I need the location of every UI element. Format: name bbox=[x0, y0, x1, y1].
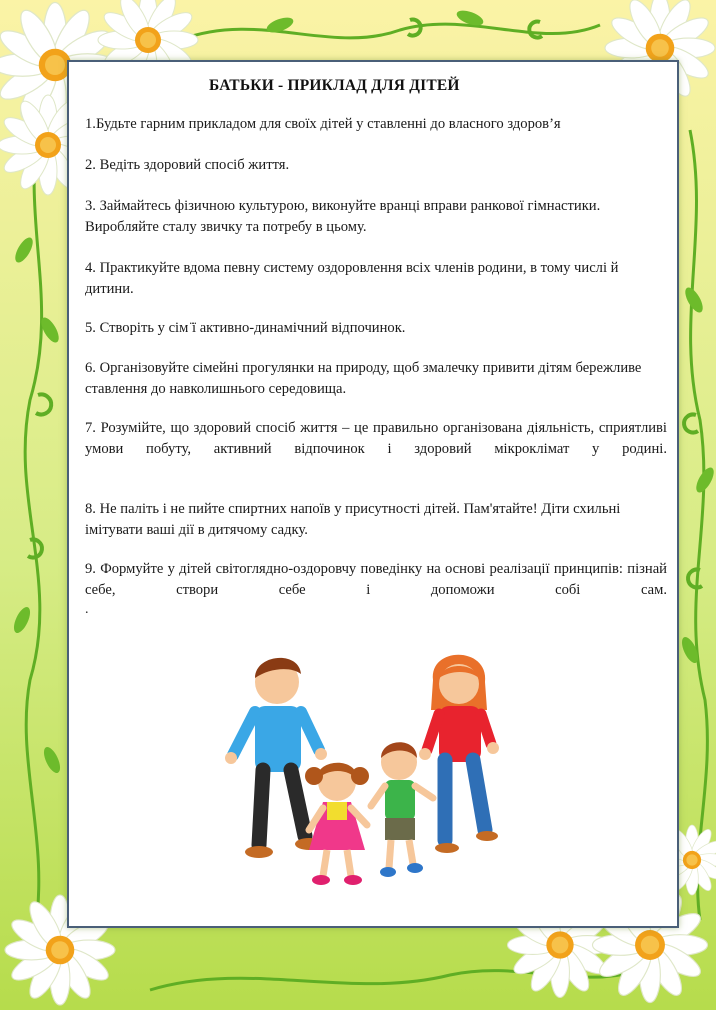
trailing-mark: . bbox=[85, 602, 89, 617]
info-sheet bbox=[67, 60, 679, 928]
list-item: 9. Формуйте у дітей світоглядно-оздоровчу поведінку на основі реалізації принципів: пізнай себе, створи себе і допоможи собі сам. bbox=[85, 561, 667, 598]
list-item: 2. Ведіть здоровий спосіб життя. bbox=[85, 157, 290, 173]
daughter-figure bbox=[305, 763, 369, 885]
mother-figure bbox=[419, 655, 499, 853]
list-item: 8. Не паліть і не пийте спиртних напоїв у присутності дітей. Пам'ятайте! Діти схильні імітувати ваші дії в дитячому садку. bbox=[85, 501, 621, 538]
family-walking-icon bbox=[219, 640, 519, 900]
list-item: 7. Розумійте, що здоровий спосіб життя – це правильно організована діяльність, сприятливі умови побуту, активний відпочинок і здоровий мікроклімат у родині. bbox=[85, 420, 667, 457]
son-figure bbox=[371, 742, 433, 877]
list-item: 1.Будьте гарним прикладом для своїх дітей у ставленні до власного здоров’я bbox=[85, 116, 561, 132]
list-item: 3. Займайтесь фізичною культурою, виконуйте вранці вправи ранкової гімнастики. Виробляйте сталу звичку та потребу в цьому. bbox=[85, 198, 601, 235]
list-item: 6. Організовуйте сімейні прогулянки на природу, щоб змалечку привити дітям бережливе ставлення до навколишнього середовища. bbox=[85, 360, 642, 397]
list-item: 4. Практикуйте вдома певну систему оздоровлення всіх членів родини, в тому числі й дитини. bbox=[85, 260, 619, 297]
page-title: БАТЬКИ - ПРИКЛАД ДЛЯ ДІТЕЙ bbox=[209, 77, 460, 94]
list-item: 5. Створіть у сім ̈ї активно-динамічний відпочинок. bbox=[85, 320, 406, 336]
